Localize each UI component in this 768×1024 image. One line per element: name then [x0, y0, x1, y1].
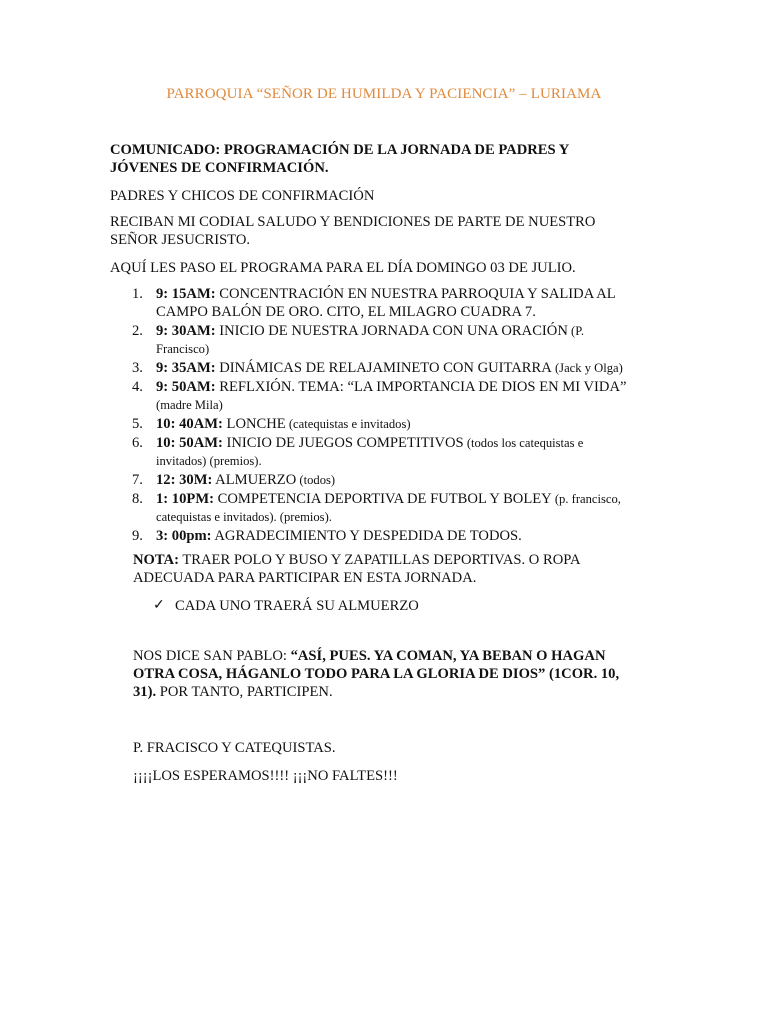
program-item-time: 9: 15AM: — [156, 286, 216, 302]
greeting: PADRES Y CHICOS DE CONFIRMACIÓN — [110, 188, 375, 204]
program-item — [132, 322, 630, 358]
program-item-number: 5. — [132, 416, 143, 432]
program-item-time: 9: 50AM: — [156, 379, 216, 395]
nota-label: NOTA: — [133, 552, 179, 568]
nota-text: TRAER POLO Y BUSO Y ZAPATILLAS DEPORTIVAS. O ROPA ADECUADA PARA PARTICIPAR EN ESTA JORNADA. — [133, 552, 580, 586]
document-body — [110, 141, 630, 795]
program-item — [132, 527, 630, 545]
program-item-note: (catequistas e invitados) — [285, 417, 411, 431]
quote-text: “ASÍ, PUES. YA COMAN, YA BEBAN O HAGAN OTRA COSA, HÁGANLO TODO PARA LA GLORIA DE DIOS” (1COR. 10, 31). — [133, 648, 620, 700]
program-item-number: 6. — [132, 435, 143, 451]
program-item-text: ALMUERZO — [212, 472, 297, 488]
program-item — [132, 490, 630, 526]
program-item-time: 1: 10PM: — [156, 491, 214, 507]
quote-lead: NOS DICE SAN PABLO: — [133, 648, 291, 664]
checklist-text: CADA UNO TRAERÁ SU ALMUERZO — [175, 598, 419, 614]
program-item-number: 9. — [132, 528, 143, 544]
program-item-number: 7. — [132, 472, 143, 488]
program-item-note: (Jack y Olga) — [551, 361, 623, 375]
program-item-number: 2. — [132, 323, 143, 339]
program-item-number: 1. — [132, 286, 143, 302]
program-item-note: (todos los catequistas e invitados) (premios). — [156, 436, 584, 468]
program-item-text: INICIO DE NUESTRA JORNADA CON UNA ORACIÓN — [215, 323, 568, 339]
program-item-number: 4. — [132, 379, 143, 395]
program-item-text: COMPETENCIA DEPORTIVA DE FUTBOL Y BOLEY — [213, 491, 552, 507]
program-item-time: 3: 00pm: — [156, 528, 212, 544]
program-item-time: 10: 50AM: — [156, 435, 223, 451]
program-item — [132, 415, 630, 433]
program-item-time: 9: 35AM: — [156, 360, 216, 376]
program-item-time: 9: 30AM: — [156, 323, 216, 339]
program-item-text: DINÁMICAS DE RELAJAMINETO CON GUITARRA — [215, 360, 552, 376]
program-item — [132, 471, 630, 489]
signature: P. FRACISCO Y CATEQUISTAS. — [133, 740, 336, 756]
program-item — [132, 378, 630, 414]
program-item-text: REFLXIÓN. TEMA: “LA IMPORTANCIA DE DIOS EN MI VIDA” — [215, 379, 627, 395]
quote-paragraph — [110, 647, 630, 701]
program-item-number: 3. — [132, 360, 143, 376]
program-item-note: (P. Francisco) — [156, 324, 584, 356]
program-list — [110, 285, 630, 545]
program-item-note: (p. francisco, catequistas e invitados). (premios). — [156, 492, 621, 524]
program-item-time: 10: 40AM: — [156, 416, 223, 432]
closing-line: ¡¡¡¡LOS ESPERAMOS!!!! ¡¡¡NO FALTES!!! — [133, 768, 398, 784]
checklist-item — [110, 597, 630, 615]
announcement-heading: COMUNICADO: PROGRAMACIÓN DE LA JORNADA DE PADRES Y JÓVENES DE CONFIRMACIÓN. — [110, 142, 569, 176]
program-item-number: 8. — [132, 491, 143, 507]
program-item-text: LONCHE — [222, 416, 286, 432]
program-item — [132, 434, 630, 470]
program-intro: AQUÍ LES PASO EL PROGRAMA PARA EL DÍA DOMINGO 03 DE JULIO. — [110, 260, 576, 276]
program-item-note: (madre Mila) — [156, 398, 223, 412]
nota-paragraph — [110, 551, 630, 587]
salutation: RECIBAN MI CODIAL SALUDO Y BENDICIONES DE PARTE DE NUESTRO SEÑOR JESUCRISTO. — [110, 214, 596, 248]
program-item-note: (todos) — [296, 473, 336, 487]
check-icon: ✓ — [153, 598, 165, 613]
program-item — [132, 359, 630, 377]
program-item — [132, 285, 630, 321]
program-item-text: CONCENTRACIÓN EN NUESTRA PARROQUIA Y SALIDA AL CAMPO BALÓN DE ORO. CITO, EL MILAGRO CUADRA 7. — [156, 286, 616, 320]
program-item-time: 12: 30M: — [156, 472, 213, 488]
program-item-text: INICIO DE JUEGOS COMPETITIVOS — [222, 435, 464, 451]
quote-tail: POR TANTO, PARTICIPEN. — [156, 684, 333, 700]
program-item-text: AGRADECIMIENTO Y DESPEDIDA DE TODOS. — [211, 528, 522, 544]
parish-title: PARROQUIA “SEÑOR DE HUMILDA Y PACIENCIA” – LURIAMA — [166, 86, 602, 102]
